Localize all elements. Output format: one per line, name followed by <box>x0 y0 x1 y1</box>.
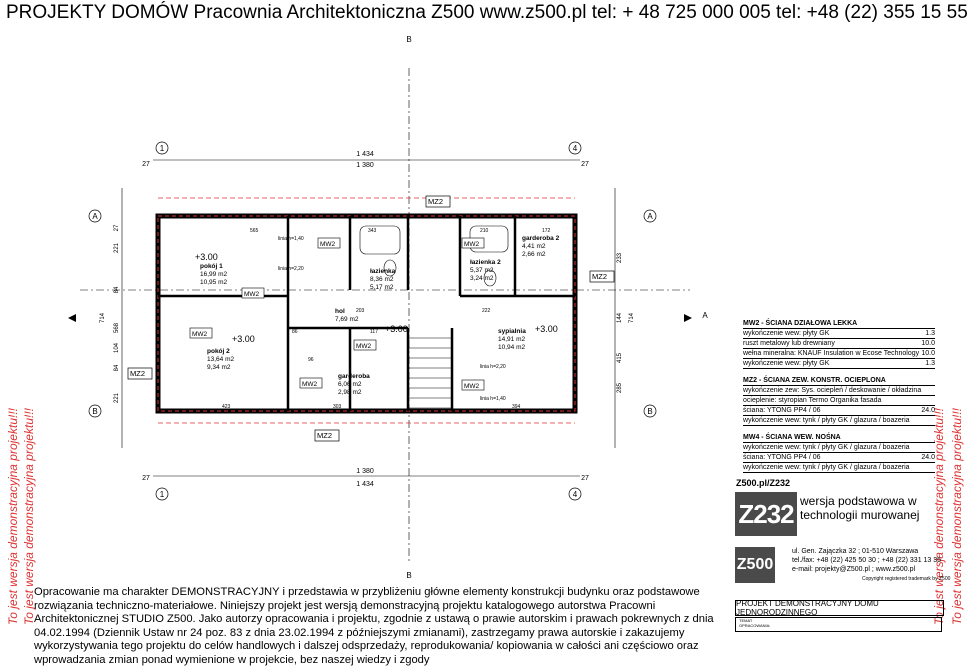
legend-block-mw2: MW2 - ŚCIANA DZIAŁOWA LEKKA wykończenie wew: płyty GK 1.3 ruszt metalowy lub drewniany 10.0 wełna mineralna: KNAUF Insulation w Ecose Technology 10.0 wykończenie wew: płyty GK 1.3 <box>743 320 935 367</box>
inner-dim: 172 <box>542 228 551 234</box>
wall-tag: MW2 <box>244 291 260 298</box>
watermark-right-inner: To jest wersja demonstracyjna projektu!!! <box>932 408 946 625</box>
svg-text:garderoba 2: garderoba 2 <box>522 235 560 242</box>
room-garderoba <box>338 373 370 396</box>
inner-dim: 210 <box>480 228 489 234</box>
axis-label: 4 <box>572 490 578 499</box>
inner-dim: 86 <box>292 329 298 335</box>
svg-text:garderoba: garderoba <box>338 373 370 380</box>
level-mark: +3.00 <box>535 324 558 334</box>
left-total: 714 <box>100 312 106 324</box>
z500-logo: Z500 <box>735 547 775 583</box>
wall-tag: MW2 <box>356 343 372 350</box>
copyright-notice: Opracowanie ma charakter DEMONSTRACYJNY i przedstawia w przybliżeniu główne elementy konstrukcji budynku oraz podstawowe rozwiązania techniczno-materiałowe. Niniejszy projekt jest wersją demonstracyjną projektu katalogowego autorstwa Pracowni Architektonicznej STUDIO Z500. Jako autorzy opracowania i projektu, zgodnie z ustawą o prawie autorskim i prawach pokrewnych z dnia 04.02.1994 (Dziennik Ustaw nr 24 poz. 83 z dnia 23.02.1994 z późniejszymi zmianami), zastrzegamy prawa autorskie i zakazujemy wykorzystywania tego projektu do celów handlowych i dalszej odsprzedaży, reprodukowania/ kopiowania w całości ani częściowo oraz wprowadzania zmian ponad wymienione w projekcie, bez naszej wiedzy i zgody <box>34 586 714 666</box>
inner-dim: 343 <box>368 228 377 234</box>
room-garderoba-2 <box>522 235 560 258</box>
subject-box: TEMAT OPRACOWANIA: <box>735 617 942 632</box>
svg-text:5,17 m2: 5,17 m2 <box>370 284 394 291</box>
wall-tag: MW2 <box>192 331 208 338</box>
left-dim: 84 <box>114 286 120 294</box>
inner-dim: 303 <box>333 404 342 410</box>
inner-dim: 565 <box>250 228 259 234</box>
section-label: B <box>406 35 412 44</box>
axis-label: A <box>92 212 98 221</box>
level-mark: +3.00 <box>232 334 255 344</box>
project-code: Z500.pl/Z232 <box>736 478 791 488</box>
left-dim: 84 <box>114 364 120 372</box>
room-pokoj-1 <box>200 263 227 286</box>
svg-text:pokój 2: pokój 2 <box>207 348 230 355</box>
wall-tag: MZ2 <box>130 369 145 378</box>
wall-tag: MW2 <box>464 241 480 248</box>
overall-dim: 1 434 <box>356 481 374 488</box>
watermark-left-outer: To jest wersja demonstracyjna projektu!!! <box>6 408 20 625</box>
svg-text:7,69 m2: 7,69 m2 <box>335 316 359 323</box>
level-mark: +3.00 <box>195 252 218 262</box>
wall-tag: MZ2 <box>592 272 607 281</box>
svg-text:pokój 1: pokój 1 <box>200 263 223 270</box>
overall-dim: 1 380 <box>356 468 374 475</box>
trademark-note: Copyright registered trademark by Z500 <box>862 576 951 582</box>
svg-text:8,36 m2: 8,36 m2 <box>370 276 394 283</box>
room-sypialnia <box>498 328 526 351</box>
wall-tag: MW2 <box>464 383 480 390</box>
svg-text:łazienka: łazienka <box>370 268 396 275</box>
overall-dim: 1 380 <box>356 162 374 169</box>
svg-text:6,06 m2: 6,06 m2 <box>338 381 362 388</box>
section-label: A <box>702 311 708 320</box>
left-dim: 221 <box>114 392 120 404</box>
inner-dim: 394 <box>512 404 521 410</box>
height-note: linia h=1,40 <box>480 396 506 402</box>
wall-legend <box>743 320 935 481</box>
wall-tag: MW2 <box>302 381 318 388</box>
height-note: linia h=2,20 <box>278 266 304 272</box>
axis-label: B <box>92 407 98 416</box>
axis-label: 1 <box>159 144 165 153</box>
project-title: PROJEKT DEMONSTRACYJNY DOMU JEDNORODZINNEGO <box>735 600 944 616</box>
legend-block-mz2: MZ2 - ŚCIANA ZEW. KONSTR. OCIEPLONA wykończenie zew: Sys. ociepleń / deskowanie / okładzina ocieplenie: styropian Termo Organika fasada ściana: YTONG PP4 / 06 24.0 wykończenie wew: tynk / płyty GK / glazura / boazeria <box>743 377 935 424</box>
edge-dim: 27 <box>142 475 150 482</box>
project-tagline: wersja podstawowa w technologii murowanej <box>800 494 920 522</box>
wall-tag: MZ2 <box>317 431 332 440</box>
svg-text:16,99 m2: 16,99 m2 <box>200 271 228 278</box>
svg-text:2,66 m2: 2,66 m2 <box>522 251 546 258</box>
company-address: ul. Gen. Zajączka 32 ; 01-510 Warszawa tel./fax: +48 (22) 425 50 30 ; +48 (22) 331 13 35 e-mail: projekty@Z500.pl ; www.z500.pl <box>792 548 942 573</box>
right-dim: 144 <box>617 312 623 324</box>
room-lazienka <box>370 268 396 291</box>
watermark-left-inner: To jest wersja demonstracyjna projektu!!! <box>22 408 36 625</box>
svg-text:13,64 m2: 13,64 m2 <box>207 356 235 363</box>
svg-text:2,98 m2: 2,98 m2 <box>338 389 362 396</box>
axis-label: A <box>647 212 653 221</box>
edge-dim: 27 <box>581 161 589 168</box>
room-pokoj-2 <box>207 348 234 371</box>
overall-dim: 1 434 <box>356 151 374 158</box>
inner-dim: 96 <box>308 357 314 363</box>
inner-dim: 203 <box>356 308 365 314</box>
edge-dim: 27 <box>581 475 589 482</box>
height-note: linia h=2,20 <box>480 364 506 370</box>
height-note: linia h=1,40 <box>278 236 304 242</box>
left-dim: 221 <box>114 242 120 254</box>
room-lazienka-2 <box>470 259 501 282</box>
left-dim: 27 <box>114 224 120 232</box>
svg-text:5,37 m2: 5,37 m2 <box>470 267 494 274</box>
floor-plan <box>60 28 730 583</box>
right-dim: 233 <box>617 252 623 264</box>
axis-label: 4 <box>572 144 578 153</box>
inner-dim: 423 <box>222 404 231 410</box>
svg-text:hol: hol <box>335 308 345 315</box>
svg-text:sypialnia: sypialnia <box>498 328 526 335</box>
section-label: B <box>406 571 412 580</box>
watermark-right-outer: To jest wersja demonstracyjna projektu!!! <box>950 408 964 625</box>
svg-text:4,41 m2: 4,41 m2 <box>522 243 546 250</box>
right-dim: 415 <box>617 352 623 364</box>
inner-dim: 222 <box>482 308 491 314</box>
page-header: PROJEKTY DOMÓW Pracownia Architektoniczna Z500 www.z500.pl tel: + 48 725 000 005 tel: +48 (22) 355 15 55 <box>6 2 968 23</box>
svg-text:łazienka 2: łazienka 2 <box>470 259 501 266</box>
project-badge: Z232 <box>735 492 797 536</box>
svg-text:14,91 m2: 14,91 m2 <box>498 336 526 343</box>
axis-label: 1 <box>159 490 165 499</box>
inner-dim: 117 <box>370 329 378 335</box>
edge-dim: 27 <box>142 161 150 168</box>
svg-text:10,95 m2: 10,95 m2 <box>200 279 228 286</box>
level-mark: +3.00 <box>385 324 408 334</box>
wall-tag: MZ2 <box>428 197 443 206</box>
left-dim: 104 <box>114 342 120 354</box>
legend-block-mw4: MW4 - ŚCIANA WEW. NOŚNA wykończenie wew: tynk / płyty GK / glazura / boazeria ściana: YTONG PP4 / 06 24.0 wykończenie wew: tynk / płyty GK / glazura / boazeria <box>743 434 935 471</box>
left-dim: 568 <box>114 322 120 334</box>
axis-label: B <box>647 407 653 416</box>
svg-text:9,34 m2: 9,34 m2 <box>207 364 231 371</box>
wall-tag: MW2 <box>320 241 336 248</box>
right-dim: 285 <box>617 382 623 394</box>
right-total: 714 <box>629 312 635 324</box>
svg-text:3,24 m2: 3,24 m2 <box>470 275 494 282</box>
svg-text:10,94 m2: 10,94 m2 <box>498 344 526 351</box>
